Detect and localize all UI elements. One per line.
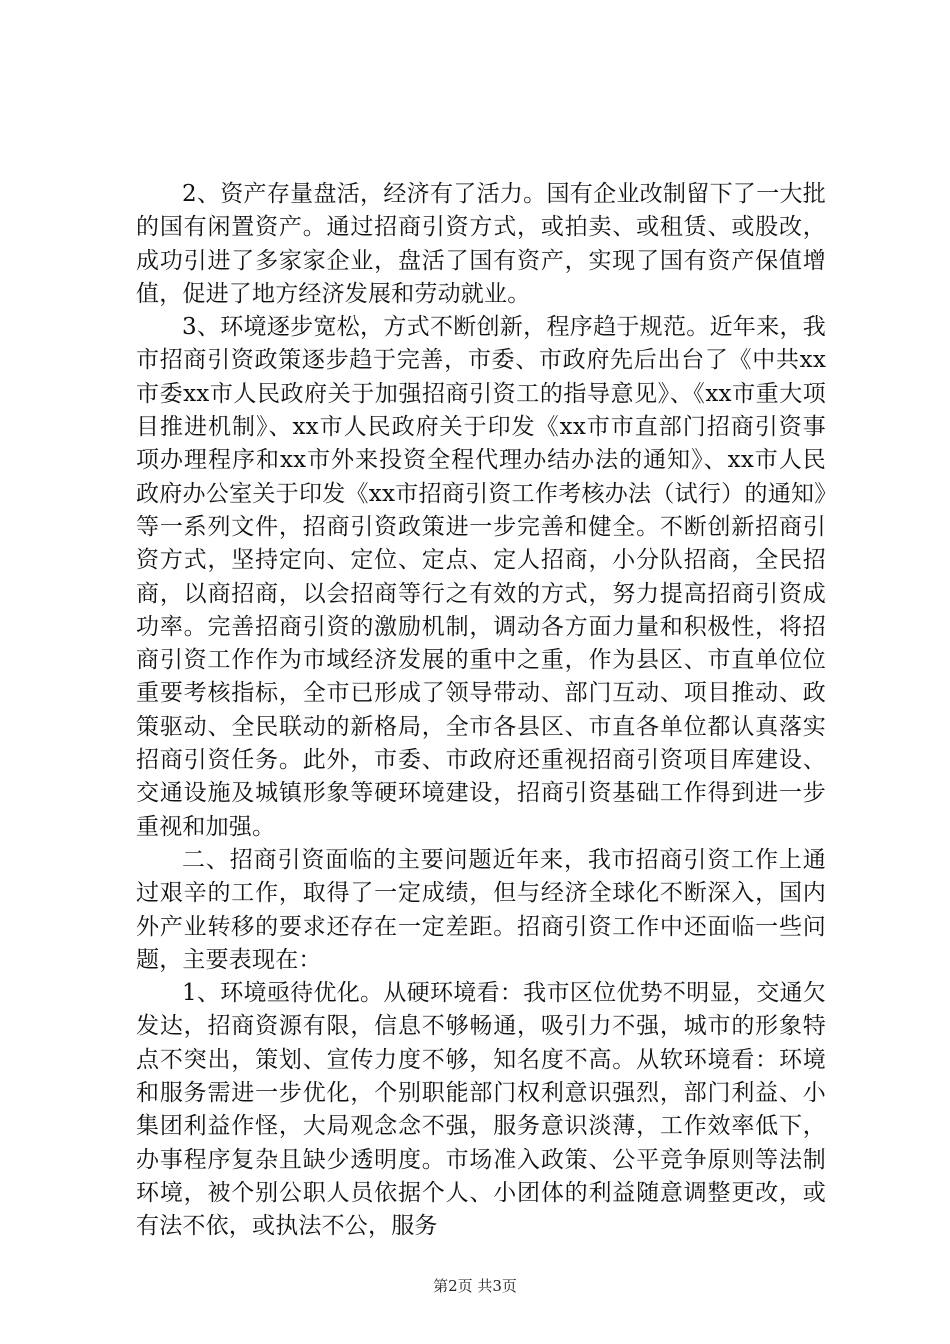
paragraph-asset-revitalization: 2、资产存量盘活，经济有了活力。国有企业改制留下了一大批的国有闲置资产。通过招商引资方式，或拍卖、或租赁、或股改，成功引进了多家家企业，盘活了国有资产，实现了国有资产保值增值，促进了地方经济发展和劳动就业。 (136, 181, 826, 307)
paragraph-environment-optimization: 1、环境亟待优化。从硬环境看：我市区位优势不明显，交通欠发达，招商资源有限，信息不够畅通，吸引力不强，城市的形象特点不突出，策划、宣传力度不够，知名度不高。从软环境看：环境和服务需进一步优化，个别职能部门权利意识强烈，部门利益、小集团利益作怪，大局观念念不强，服务意识淡薄，工作效率低下，办事程序复杂且缺少透明度。市场准入政策、公平竞争原则等法制环境，被个别公职人员依据个人、小团体的利益随意调整更改，或有法不依，或执法不公，服务 (136, 980, 826, 1240)
paragraph-environment-policy: 3、环境逐步宽松，方式不断创新，程序趋于规范。近年来，我市招商引资政策逐步趋于完善，市委、市政府先后出台了《中共xx市委xx市人民政府关于加强招商引资工的指导意见》、《xx市重大项目推进机制》、xx市人民政府关于印发《xx市市直部门招商引资事项办理程序和xx市外来投资全程代理办结办法的通知》、xx市人民政府办公室关于印发《xx市招商引资工作考核办法（试行）的通知》等一系列文件，招商引资政策进一步完善和健全。不断创新招商引资方式，坚持定向、定位、定点、定人招商，小分队招商，全民招商，以商招商，以会招商等行之有效的方式，努力提高招商引资成功率。完善招商引资的激励机制，调动各方面力量和积极性，将招商引资工作作为市域经济发展的重中之重，作为县区、市直单位位重要考核指标，全市已形成了领导带动、部门互动、项目推动、政策驱动、全民联动的新格局，全市各县区、市直各单位都认真落实招商引资任务。此外，市委、市政府还重视招商引资项目库建设、交通设施及城镇形象等硬环境建设，招商引资基础工作得到进一步重视和加强。 (136, 314, 826, 840)
paragraph-main-problems: 二、招商引资面临的主要问题近年来，我市招商引资工作上通过艰辛的工作，取得了一定成绩，但与经济全球化不断深入，国内外产业转移的要求还存在一定差距。招商引资工作中还面临一些问题，主要表现在： (136, 846, 826, 973)
page-footer: 第2页 共3页 (433, 1277, 517, 1295)
document-body (136, 178, 826, 1244)
